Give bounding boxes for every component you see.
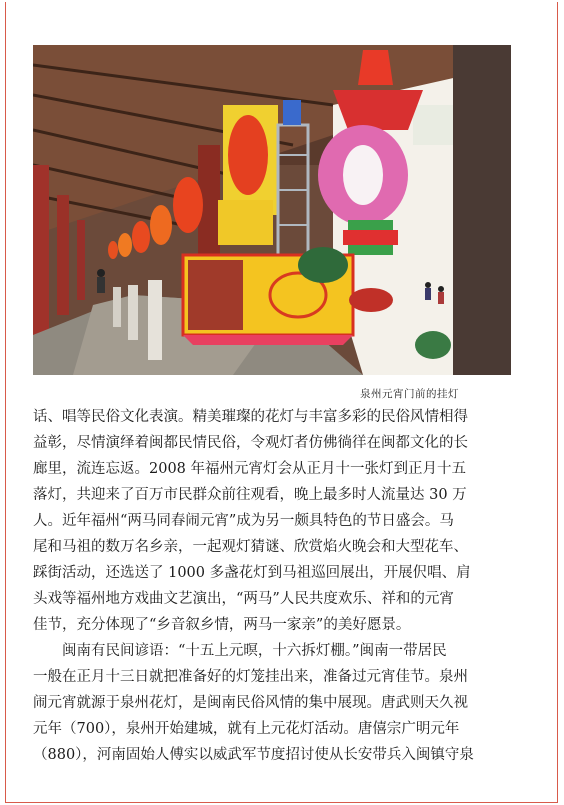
text-line: 尾和马祖的数万名乡亲，一起观灯猜谜、欣赏焰火晚会和大型花车、 (33, 539, 468, 555)
paragraph-2 (33, 638, 511, 768)
text-line: 话、唱等民俗文化表演。精美璀璨的花灯与丰富多彩的民俗风情相得 (33, 409, 468, 425)
text-line: 闽南有民间谚语：“十五上元暝，十六拆灯棚。”闽南一带居民 (62, 643, 447, 659)
text-line: 益彰，尽情演绎着闽都民情民俗，令观灯者仿佛徜徉在闽都文化的长 (33, 435, 468, 451)
text-line: 廊里，流连忘返。2008 年福州元宵灯会从正月十一张灯到正月十五 (33, 461, 467, 477)
text-line: 人。近年福州“两马同春闹元宵”成为另一颇具特色的节日盛会。马 (33, 513, 454, 529)
figure-caption: 泉州元宵门前的挂灯 (360, 388, 459, 400)
text-line: （880），河南固始人傅实以威武军节度招讨使从长安带兵入闽镇守泉 (33, 747, 474, 763)
lantern-photo (33, 45, 511, 375)
text-line: 元年（700），泉州开始建城，就有上元花灯活动。唐僖宗广明元年 (33, 721, 460, 737)
text-line: 头戏等福州地方戏曲文艺演出，“两马”人民共度欢乐、祥和的元宵 (33, 591, 454, 607)
text-line: 踩街活动，还选送了 1000 多盏花灯到马祖巡回展出，开展伬唱、肩 (33, 565, 471, 581)
text-line: 落灯，共迎来了百万市民群众前往观看，晚上最多时人流量达 30 万 (33, 487, 467, 503)
page-frame-bottom (5, 802, 558, 803)
article-body (33, 404, 511, 768)
text-line: 闹元宵就源于泉州花灯，是闽南民俗风情的集中展现。唐武则天久视 (33, 695, 468, 711)
text-line: 佳节，充分体现了“乡音叙乡情，两马一家亲”的美好愿景。 (33, 617, 411, 633)
text-line: 一般在正月十三日就把准备好的灯笼挂出来，准备过元宵佳节。泉州 (33, 669, 468, 685)
paragraph-1 (33, 404, 511, 638)
